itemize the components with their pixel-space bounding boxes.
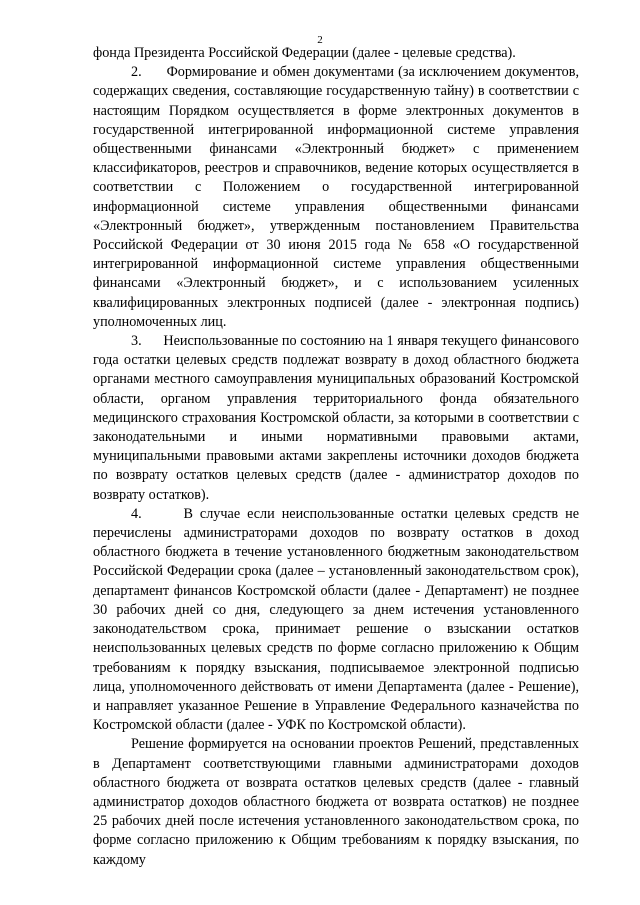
paragraph-item-4: 4. В случае если неиспользованные остатки целевых средств не перечислены администраторами доходов по возврату остатков в доход областного бюджета в течение установленного бюджетным законодательством Российской Федерации срока (далее – установленный законодательством срок), департамент финансов Костромской области (далее - Департамент) не позднее 30 рабочих дней со дня, следующего за днем истечения установленного законодательством срока, принимает решение о взыскании остатков неиспользованных целевых средств по форме согласно приложению к Общим требованиям к порядку взыскания, подписываемое электронной подписью лица, уполномоченного действовать от имени Департамента (далее - Решение), и направляет указанное Решение в Управление Федерального казначейства по Костромской области (далее - УФК по Костромской области). — [93, 505, 579, 734]
paragraph-decision: Решение формируется на основании проектов Решений, представленных в Департамент соответствующими главными администраторами доходов областного бюджета от возврата остатков целевых средств (далее - главный администратор доходов областного бюджета от возврата остатков) не позднее 25 рабочих дней после истечения установленного законодательством срока, по форме согласно приложению к Общим требованиям к порядку взыскания, по каждому — [93, 736, 579, 868]
paragraph-continuation: фонда Президента Российской Федерации (далее - целевые средства). — [93, 45, 516, 61]
paragraph-item-3: 3. Неиспользованные по состоянию на 1 января текущего финансового года остатки целевых средств подлежат возврату в доход областного бюджета органами местного самоуправления муниципальных образований Костромской области, органом управления территориального фонда обязательного медицинского страхования Костромской области, за которыми в соответствии с законодательными и иными нормативными правовыми актами, муниципальными правовыми актами закреплены источники доходов бюджета по возврату остатков целевых средств (далее - администратор доходов по возврату остатков). — [93, 333, 579, 503]
paragraph-item-2: 2. Формирование и обмен документами (за исключением документов, содержащих сведения, составляющие государственную тайну) в соответствии с настоящим Порядком осуществляется в форме электронных документов в государственной интегрированной информационной системе управления общественными финансами «Электронный бюджет» с применением классификаторов, реестров и справочников, ведение которых осуществляется в соответствии с Положением о государственной интегрированной информационной системе управления общественными финансами «Электронный бюджет», утвержденным постановлением Правительства Российской Федерации от 30 июня 2015 года № 658 «О государственной интегрированной информационной системе управления общественными финансами «Электронный бюджет», и с использованием усиленных квалифицированных электронных подписей (далее - электронная подпись) уполномоченных лиц. — [93, 64, 579, 330]
document-body — [93, 44, 579, 870]
page-number: 2 — [317, 34, 323, 46]
